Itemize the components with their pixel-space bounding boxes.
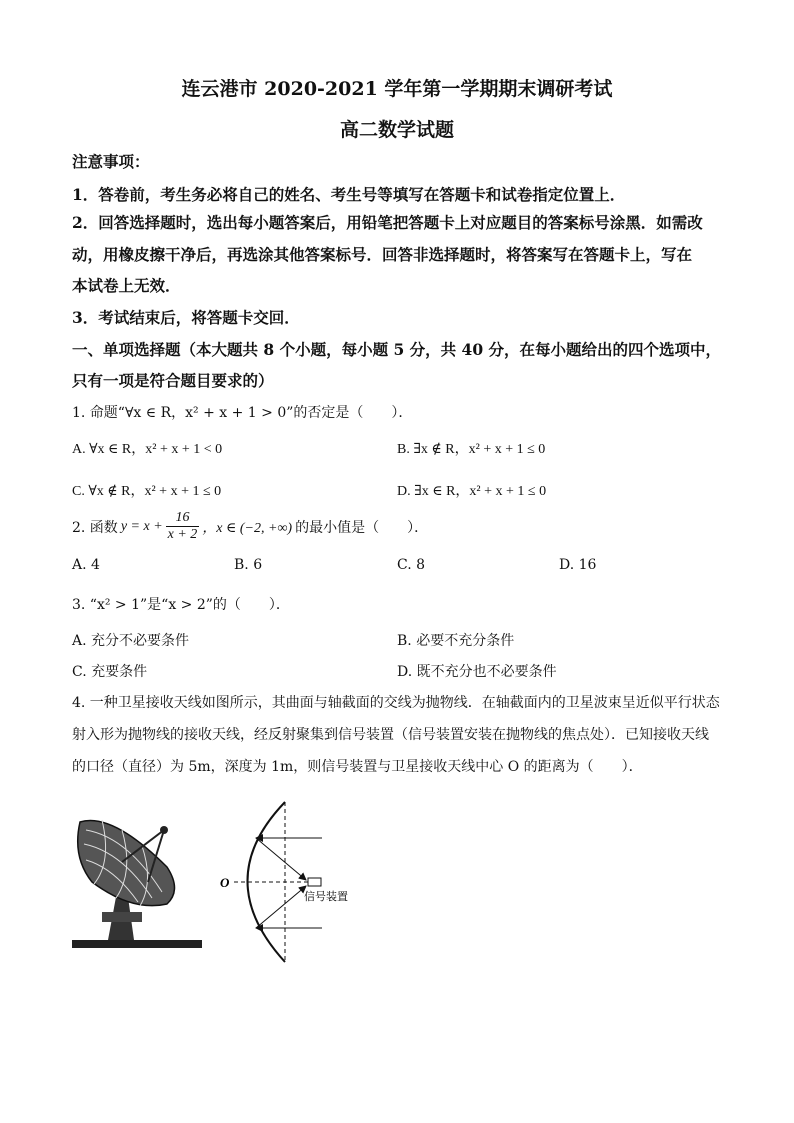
q2-suffix: 的最小值是（ ）． — [295, 519, 429, 536]
note-2-line-3: 本试卷上无效． — [72, 276, 181, 295]
note-2-line-1: 2．回答选择题时，选出每小题答案后，用铅笔把答题卡上对应题目的答案标号涂黑．如需改 — [72, 213, 703, 232]
q2-lhs: y = x + — [120, 518, 163, 534]
diagram-o-label: O — [220, 875, 230, 890]
signal-device-label: 信号装置 — [304, 890, 348, 903]
q2-fraction-denominator: x + 2 — [167, 527, 198, 542]
q1-option-a: A. ∀x ∈ R，x² + x + 1 < 0 — [72, 442, 223, 457]
q1-option-c: C. ∀x ∉ R，x² + x + 1 ≤ 0 — [72, 484, 222, 499]
q3-stem: 3. “x² > 1”是“x > 2”的（ ）． — [72, 597, 290, 613]
signal-device — [308, 878, 321, 886]
satellite-dish-photo — [72, 812, 202, 952]
q3-option-d: D. 既不充分也不必要条件 — [397, 664, 557, 680]
q2-prefix: 2. 函数 — [72, 519, 118, 536]
q4-line-2: 射入形为抛物线的接收天线，经反射聚集到信号装置（信号装置安装在抛物线的焦点处）．已知接收天线 — [72, 727, 709, 743]
q1-stem: 1. 命题“∀x ∈ R，x² + x + 1 > 0”的否定是（ ）． — [72, 405, 413, 421]
section-heading-line-1: 一、单项选择题（本大题共 8 个小题，每小题 5 分，共 40 分，在每小题给出的四个选项中， — [72, 340, 722, 359]
q2-fraction — [166, 510, 200, 543]
q3-option-b: B. 必要不充分条件 — [397, 633, 515, 649]
q2-option-b: B. 6 — [234, 557, 263, 573]
q1-option-d: D. ∃x ∈ R，x² + x + 1 ≤ 0 — [397, 484, 547, 499]
note-3: 3．考试结束后，将答题卡交回． — [72, 308, 300, 327]
q2-option-a: A. 4 — [72, 557, 100, 573]
q1-option-b: B. ∃x ∉ R，x² + x + 1 ≤ 0 — [397, 442, 546, 457]
section-heading-line-2: 只有一项是符合题目要求的） — [72, 371, 274, 390]
q2-option-c: C. 8 — [397, 557, 426, 573]
q3-option-c: C. 充要条件 — [72, 664, 148, 680]
q2-stem — [72, 510, 428, 543]
q3-option-a: A. 充分不必要条件 — [72, 633, 190, 649]
q2-domain: ，x ∈ (−2, +∞) — [202, 520, 293, 536]
exam-title: 连云港市 2020-2021 学年第一学期期末调研考试 — [181, 78, 613, 100]
q4-line-1: 4. 一种卫星接收天线如图所示，其曲面与轴截面的交线为抛物线．在轴截面内的卫星波束呈近似平行状态 — [72, 695, 720, 711]
note-2-line-2: 动，用橡皮擦干净后，再选涂其他答案标号．回答非选择题时，将答案写在答题卡上，写在 — [72, 245, 693, 264]
notes-heading: 注意事项： — [72, 152, 150, 171]
q4-line-3: 的口径（直径）为 5m，深度为 1m，则信号装置与卫星接收天线中心 O 的距离为（ ）． — [72, 759, 643, 775]
note-1: 1．答卷前，考生务必将自己的姓名、考生号等填写在答题卡和试卷指定位置上． — [72, 185, 626, 204]
q2-option-d: D. 16 — [559, 557, 597, 573]
parabola-diagram — [210, 800, 360, 975]
exam-subtitle: 高二数学试题 — [339, 119, 454, 141]
q2-fraction-numerator: 16 — [166, 510, 200, 527]
